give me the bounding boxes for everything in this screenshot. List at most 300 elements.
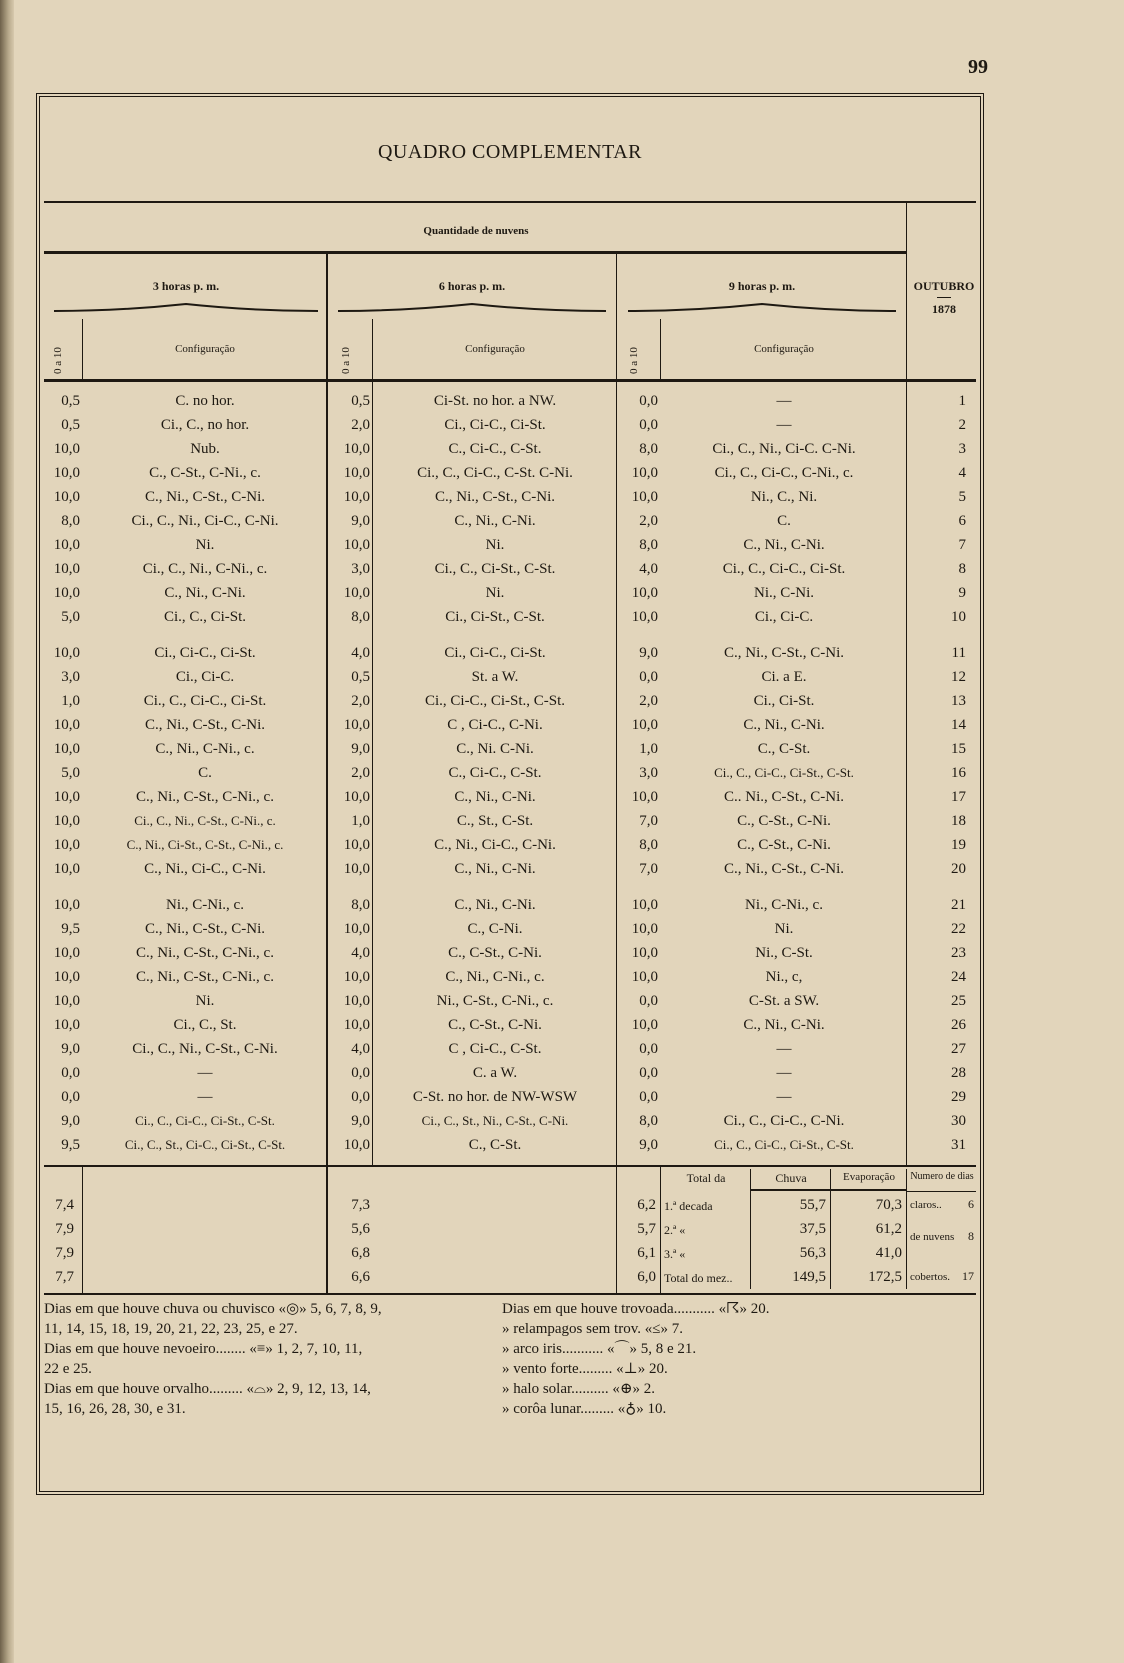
cloud-amount: 0,0 bbox=[61, 1065, 80, 1081]
table-row bbox=[40, 1013, 980, 1037]
day-number: 17 bbox=[951, 789, 966, 805]
cloud-amount: 10,0 bbox=[53, 741, 80, 757]
cloud-configuration: C., Ni., C-St., C-Ni. bbox=[144, 921, 265, 937]
table-row bbox=[40, 509, 980, 533]
cloud-amount: 9,0 bbox=[351, 513, 370, 529]
legend-line: Dias em que houve chuva ou chuvisco «◎» 5, 6, 7, 8, 9, bbox=[44, 1301, 382, 1317]
cloud-configuration: C., Ni., C-Ni. bbox=[454, 897, 536, 913]
table-frame bbox=[36, 93, 984, 1495]
table-row bbox=[40, 1061, 980, 1085]
cloud-configuration: C , Ci-C., C-St. bbox=[448, 1041, 542, 1057]
cloud-configuration: C., Ci-C., C-St. bbox=[448, 441, 542, 457]
page-number: 99 bbox=[968, 56, 988, 78]
cloud-configuration: Ni., C., Ni. bbox=[750, 489, 818, 505]
day-number: 11 bbox=[951, 645, 966, 661]
cloud-amount: 2,0 bbox=[639, 513, 658, 529]
cloud-amount: 10,0 bbox=[631, 717, 658, 733]
legend-line: » vento forte......... «⊥» 20. bbox=[502, 1361, 668, 1377]
cloud-amount: 10,0 bbox=[631, 1017, 658, 1033]
cloud-configuration: Ni. bbox=[485, 537, 505, 553]
summary-divider-1 bbox=[82, 1167, 83, 1293]
legend-line: 15, 16, 26, 28, 30, e 31. bbox=[44, 1401, 186, 1417]
cloud-configuration: Ci., C., St. bbox=[173, 1017, 237, 1033]
cloud-configuration: Ni. bbox=[195, 537, 215, 553]
group-6pm-brace bbox=[338, 303, 606, 313]
cloud-configuration: Ci., C., Ni., Ci-C. C-Ni. bbox=[712, 441, 856, 457]
legend-line: 11, 14, 15, 18, 19, 20, 21, 22, 23, 25, e 27. bbox=[44, 1321, 298, 1337]
cloud-amount: 10,0 bbox=[631, 969, 658, 985]
day-number: 4 bbox=[958, 465, 966, 481]
cloud-amount: 10,0 bbox=[53, 717, 80, 733]
cloud-amount: 10,0 bbox=[53, 1017, 80, 1033]
summary-divider-3 bbox=[660, 1167, 661, 1293]
day-number: 21 bbox=[951, 897, 966, 913]
table-row bbox=[40, 713, 980, 737]
cloud-amount: 0,0 bbox=[351, 1089, 370, 1105]
table-row bbox=[40, 485, 980, 509]
cloud-amount: 10,0 bbox=[53, 561, 80, 577]
day-number: 1 bbox=[958, 393, 966, 409]
cloud-configuration: — bbox=[776, 1065, 792, 1081]
cloud-configuration: C., C-St., C-Ni. bbox=[448, 1017, 542, 1033]
table-row bbox=[40, 833, 980, 857]
cloud-amount: 10,0 bbox=[343, 969, 370, 985]
cloud-configuration: C-St. no hor. de NW-WSW bbox=[412, 1089, 578, 1105]
cloud-configuration: C., Ni., C-Ni. bbox=[454, 513, 536, 529]
table-row bbox=[40, 437, 980, 461]
cloud-configuration: C. a W. bbox=[472, 1065, 518, 1081]
total-header: Total da bbox=[686, 1171, 726, 1185]
legend-line: » arco iris........... «⌒» 5, 8 e 21. bbox=[502, 1341, 697, 1357]
cloud-configuration: Ci., C., Ci-C., Ci-St., C-St. bbox=[714, 1137, 854, 1152]
cloud-configuration: Ni. bbox=[774, 921, 794, 937]
cloud-configuration: — bbox=[776, 393, 792, 409]
cloud-configuration: C., Ni., C-Ni. bbox=[454, 861, 536, 877]
cloudy-days-value: 8 bbox=[968, 1229, 974, 1243]
cloud-amount: 8,0 bbox=[639, 441, 658, 457]
cloud-amount: 10,0 bbox=[343, 717, 370, 733]
cloud-amount: 8,0 bbox=[639, 837, 658, 853]
cloud-amount: 0,5 bbox=[61, 417, 80, 433]
rain-total: 56,3 bbox=[799, 1245, 826, 1261]
month-header bbox=[906, 275, 982, 320]
day-number: 16 bbox=[951, 765, 966, 781]
cloud-amount: 10,0 bbox=[343, 921, 370, 937]
rain-total: 149,5 bbox=[792, 1269, 826, 1285]
cloud-configuration: C., C-St., C-Ni. bbox=[448, 945, 542, 961]
day-number: 6 bbox=[958, 513, 966, 529]
cloud-configuration: Ci., C., St., Ci-C., Ci-St., C-St. bbox=[124, 1137, 286, 1152]
evaporation-total: 172,5 bbox=[868, 1269, 902, 1285]
cloudy-days-label: de nuvens bbox=[910, 1231, 955, 1243]
cloud-configuration: C., Ni., C-St., C-Ni. bbox=[723, 645, 844, 661]
cloud-amount: 10,0 bbox=[343, 537, 370, 553]
legend-top-rule bbox=[44, 1293, 976, 1295]
cloud-configuration: C., Ni., C-Ni. bbox=[743, 537, 825, 553]
cloud-amount: 2,0 bbox=[351, 417, 370, 433]
cloud-configuration: Ci., C., Ci-C., Ci-St., C-St. bbox=[714, 765, 854, 780]
day-number: 10 bbox=[951, 609, 966, 625]
table-row bbox=[40, 941, 980, 965]
day-number: 25 bbox=[951, 993, 966, 1009]
cloud-amount: 9,0 bbox=[351, 741, 370, 757]
cloud-amount: 0,0 bbox=[639, 1089, 658, 1105]
stats-divider-2 bbox=[830, 1169, 831, 1289]
period-label: 3.ª « bbox=[664, 1247, 686, 1261]
cloud-configuration: C., Ni. C-Ni. bbox=[456, 741, 534, 757]
cloud-configuration: C., Ni., C-Ni. bbox=[743, 717, 825, 733]
day-number: 13 bbox=[951, 693, 966, 709]
cloud-amount: 5,0 bbox=[61, 609, 80, 625]
cloud-configuration: C., C-Ni. bbox=[467, 921, 523, 937]
cloud-amount: 8,0 bbox=[351, 897, 370, 913]
cloud-amount: 10,0 bbox=[343, 861, 370, 877]
cloud-amount: 10,0 bbox=[631, 945, 658, 961]
cloud-configuration: Ci., C., Ci-C., C-St. C-Ni. bbox=[417, 465, 573, 481]
cloud-amount: 2,0 bbox=[351, 765, 370, 781]
evaporation-total: 41,0 bbox=[875, 1245, 902, 1261]
cloud-amount: 4,0 bbox=[351, 945, 370, 961]
cloud-amount: 9,0 bbox=[639, 645, 658, 661]
cloud-amount: 10,0 bbox=[631, 789, 658, 805]
group-9pm-label: 9 horas p. m. bbox=[728, 279, 796, 293]
cloud-amount: 10,0 bbox=[53, 465, 80, 481]
day-number: 12 bbox=[951, 669, 966, 685]
cloud-configuration: Nub. bbox=[190, 441, 220, 457]
table-row bbox=[40, 689, 980, 713]
cloud-amount: 0,0 bbox=[639, 1041, 658, 1057]
table-row bbox=[40, 785, 980, 809]
day-number: 3 bbox=[958, 441, 966, 457]
table-row bbox=[40, 665, 980, 689]
group-3pm-label: 3 horas p. m. bbox=[152, 279, 220, 293]
cloud-configuration: Ci., C., no hor. bbox=[160, 417, 250, 433]
stats-divider-3 bbox=[906, 1169, 907, 1289]
cloud-amount: 2,0 bbox=[351, 693, 370, 709]
header-bottom-rule bbox=[44, 379, 976, 382]
cloud-configuration: Ci., C., Ci-C., Ci-St., C-St. bbox=[135, 1113, 275, 1128]
cloud-amount: 10,0 bbox=[53, 537, 80, 553]
month-label: OUTUBRO bbox=[913, 279, 975, 293]
day-number: 27 bbox=[951, 1041, 966, 1057]
rain-total: 55,7 bbox=[799, 1197, 826, 1213]
cloud-configuration: C., Ni., C-Ni. bbox=[164, 585, 246, 601]
table-row bbox=[40, 533, 980, 557]
stats-divider-1 bbox=[750, 1169, 751, 1289]
cloud-configuration: C., Ni., Ci-C., C-Ni. bbox=[434, 837, 556, 853]
cloud-configuration: C. bbox=[777, 513, 791, 529]
cloud-configuration: Ci., Ci-C. bbox=[175, 669, 235, 685]
cloud-configuration: C., Ni., C-St., C-Ni. bbox=[723, 861, 844, 877]
legend-line: Dias em que houve orvalho......... «⌓» 2, 9, 12, 13, 14, bbox=[44, 1381, 371, 1397]
legend-line: » corôa lunar......... «♁» 10. bbox=[502, 1401, 667, 1417]
cloud-amount: 4,0 bbox=[351, 645, 370, 661]
table-row bbox=[40, 965, 980, 989]
cloud-configuration: Ci., C., Ci-St. bbox=[163, 609, 247, 625]
summary-top-rule bbox=[44, 1165, 976, 1167]
cloud-amount: 10,0 bbox=[53, 789, 80, 805]
cloud-configuration: C., Ni., C-St., C-Ni., c. bbox=[136, 969, 274, 985]
cloud-amount: 10,0 bbox=[53, 813, 80, 829]
table-row bbox=[40, 737, 980, 761]
group-9pm-brace bbox=[628, 303, 896, 313]
stats-header-rule bbox=[750, 1189, 906, 1191]
table-row bbox=[40, 389, 980, 413]
day-number: 29 bbox=[951, 1089, 966, 1105]
day-number: 9 bbox=[958, 585, 966, 601]
cloud-configuration: — bbox=[197, 1089, 213, 1105]
cloud-configuration: C., C-St. bbox=[468, 1137, 522, 1153]
cloud-configuration: Ni., c, bbox=[765, 969, 803, 985]
cloud-amount: 8,0 bbox=[639, 1113, 658, 1129]
table-row bbox=[40, 893, 980, 917]
summary-mean-9pm: 6,1 bbox=[637, 1245, 656, 1261]
legend-right bbox=[502, 1299, 770, 1419]
evaporation-total: 70,3 bbox=[875, 1197, 902, 1213]
cloud-amount: 10,0 bbox=[631, 489, 658, 505]
cloud-configuration: Ci., C., Ci-C., C-Ni., c. bbox=[714, 465, 854, 481]
cloud-amount: 0,0 bbox=[639, 417, 658, 433]
day-number: 2 bbox=[958, 417, 966, 433]
summary-mean-6pm: 5,6 bbox=[351, 1221, 370, 1237]
cloud-configuration: Ci. a E. bbox=[761, 669, 807, 685]
cloud-amount: 4,0 bbox=[639, 561, 658, 577]
cloud-amount: 3,0 bbox=[61, 669, 80, 685]
legend-line: » relampagos sem trov. «≤» 7. bbox=[502, 1321, 683, 1337]
table-row bbox=[40, 1133, 980, 1157]
scale-divider-3 bbox=[660, 319, 661, 379]
summary-mean-9pm: 5,7 bbox=[637, 1221, 656, 1237]
cloud-amount: 10,0 bbox=[343, 585, 370, 601]
cloud-amount: 10,0 bbox=[631, 585, 658, 601]
cloud-configuration: C-St. a SW. bbox=[748, 993, 820, 1009]
day-number: 31 bbox=[951, 1137, 966, 1153]
day-number: 24 bbox=[951, 969, 966, 985]
cloud-configuration: C., Ni., C-Ni. bbox=[454, 789, 536, 805]
cloud-amount: 0,5 bbox=[351, 393, 370, 409]
cloud-configuration: Ci., Ci-C., Ci-St. bbox=[154, 645, 256, 661]
cloud-configuration: — bbox=[776, 1089, 792, 1105]
cloud-amount: 9,0 bbox=[61, 1041, 80, 1057]
cloud-amount: 10,0 bbox=[53, 945, 80, 961]
cloud-configuration: Ci., Ci-St., C-St. bbox=[445, 609, 545, 625]
cloud-configuration: C. bbox=[198, 765, 212, 781]
table-row bbox=[40, 917, 980, 941]
cloud-amount: 10,0 bbox=[343, 993, 370, 1009]
cloud-configuration: Ci-St. no hor. a NW. bbox=[433, 393, 557, 409]
cloud-configuration: Ci., C., Ci-St., C-St. bbox=[434, 561, 556, 577]
cloud-configuration: Ni., C-Ni., c. bbox=[166, 897, 244, 913]
cloud-configuration: C., C-St. bbox=[757, 741, 811, 757]
days-header: Numero de dias bbox=[910, 1171, 974, 1182]
overcast-days-label: cobertos. bbox=[910, 1271, 951, 1283]
cloud-heading-rule bbox=[44, 251, 906, 254]
legend-line: Dias em que houve nevoeiro........ «≡» 1, 2, 7, 10, 11, bbox=[44, 1341, 363, 1357]
cloud-configuration: Ci., Ci-C., Ci-St. bbox=[444, 417, 546, 433]
table-row bbox=[40, 581, 980, 605]
day-number: 23 bbox=[951, 945, 966, 961]
cloud-configuration: Ci., C., Ni., C-Ni., c. bbox=[142, 561, 268, 577]
cloud-amount: 9,0 bbox=[351, 1113, 370, 1129]
period-label: 1.ª decada bbox=[664, 1199, 713, 1213]
table-row bbox=[40, 461, 980, 485]
group-6pm-label: 6 horas p. m. bbox=[438, 279, 506, 293]
cloud-amount: 0,0 bbox=[351, 1065, 370, 1081]
scale-label-6pm: 0 a 10 bbox=[340, 347, 352, 375]
cloud-amount: 10,0 bbox=[53, 861, 80, 877]
day-number: 7 bbox=[958, 537, 966, 553]
scale-label-3pm: 0 a 10 bbox=[52, 347, 64, 375]
config-header-6pm: Configuração bbox=[465, 343, 525, 355]
summary-mean-3pm: 7,7 bbox=[55, 1269, 74, 1285]
cloud-configuration: C., Ni., C-St., C-Ni. bbox=[144, 717, 265, 733]
days-header-rule bbox=[906, 1191, 976, 1192]
page-title: QUADRO COMPLEMENTAR bbox=[377, 141, 643, 163]
table-row bbox=[40, 761, 980, 785]
cloud-amount: 9,5 bbox=[61, 1137, 80, 1153]
table-row bbox=[40, 557, 980, 581]
cloud-amount: 3,0 bbox=[351, 561, 370, 577]
legend-line: Dias em que houve trovoada........... «☈» 20. bbox=[502, 1301, 770, 1317]
day-number: 19 bbox=[951, 837, 966, 853]
cloud-amount: 10,0 bbox=[53, 897, 80, 913]
cloud-configuration: — bbox=[776, 1041, 792, 1057]
cloud-amount: 0,0 bbox=[639, 393, 658, 409]
cloud-amount: 10,0 bbox=[53, 645, 80, 661]
cloud-configuration: C., C-St., C-Ni. bbox=[737, 837, 831, 853]
config-header-3pm: Configuração bbox=[175, 343, 235, 355]
cloud-configuration: C., Ni., C-St., C-Ni. bbox=[434, 489, 555, 505]
cloud-amount: 10,0 bbox=[53, 837, 80, 853]
summary-mean-6pm: 6,6 bbox=[351, 1269, 370, 1285]
cloud-configuration: C., St., C-St. bbox=[456, 813, 534, 829]
cloud-configuration: C., Ni., C-St., C-Ni., c. bbox=[136, 945, 274, 961]
table-row bbox=[40, 413, 980, 437]
day-number: 5 bbox=[958, 489, 966, 505]
evaporation-total: 61,2 bbox=[875, 1221, 902, 1237]
cloud-configuration: Ci., C., Ci-C., C-Ni. bbox=[723, 1113, 845, 1129]
cloud-amount: 10,0 bbox=[53, 585, 80, 601]
day-number: 28 bbox=[951, 1065, 966, 1081]
summary-mean-3pm: 7,4 bbox=[55, 1197, 74, 1213]
cloud-amount: 10,0 bbox=[343, 837, 370, 853]
scale-label-9pm: 0 a 10 bbox=[628, 347, 640, 375]
cloud-configuration: C., Ni., Ci-St., C-St., C-Ni., c. bbox=[126, 837, 284, 852]
summary-mean-9pm: 6,2 bbox=[637, 1197, 656, 1213]
cloud-quantity-heading: Quantidade de nuvens bbox=[423, 225, 529, 237]
cloud-amount: 10,0 bbox=[53, 441, 80, 457]
cloud-configuration: Ci., Ci-C., Ci-St., C-St. bbox=[424, 693, 566, 709]
cloud-configuration: C., Ni., Ci-C., C-Ni. bbox=[144, 861, 266, 877]
cloud-configuration: Ni., C-Ni., c. bbox=[745, 897, 823, 913]
summary-mean-6pm: 6,8 bbox=[351, 1245, 370, 1261]
day-number: 22 bbox=[951, 921, 966, 937]
cloud-amount: 8,0 bbox=[61, 513, 80, 529]
cloud-amount: 0,0 bbox=[61, 1089, 80, 1105]
cloud-configuration: Ni., C-Ni. bbox=[754, 585, 814, 601]
cloud-configuration: C.. Ni., C-St., C-Ni. bbox=[723, 789, 844, 805]
cloud-amount: 8,0 bbox=[351, 609, 370, 625]
table-row bbox=[40, 605, 980, 629]
cloud-configuration: C., Ci-C., C-St. bbox=[448, 765, 542, 781]
overcast-days-value: 17 bbox=[962, 1269, 974, 1283]
table-row bbox=[40, 1109, 980, 1133]
table-row bbox=[40, 857, 980, 881]
cloud-amount: 0,0 bbox=[639, 669, 658, 685]
cloud-configuration: Ni., C-St. bbox=[755, 945, 813, 961]
day-number: 20 bbox=[951, 861, 966, 877]
cloud-amount: 10,0 bbox=[343, 1137, 370, 1153]
cloud-configuration: C. no hor. bbox=[175, 393, 235, 409]
cloud-amount: 1,0 bbox=[351, 813, 370, 829]
cloud-configuration: C , Ci-C., C-Ni. bbox=[447, 717, 543, 733]
scale-divider-1 bbox=[82, 319, 83, 379]
legend-line: » halo solar.......... «⊕» 2. bbox=[502, 1381, 655, 1397]
cloud-amount: 10,0 bbox=[631, 609, 658, 625]
cloud-configuration: Ci., C., Ni., C-St., C-Ni., c. bbox=[134, 813, 276, 828]
cloud-amount: 3,0 bbox=[639, 765, 658, 781]
cloud-configuration: Ci., C., Ni., Ci-C., C-Ni. bbox=[131, 513, 279, 529]
year-label: 1878 bbox=[932, 302, 956, 316]
cloud-amount: 4,0 bbox=[351, 1041, 370, 1057]
cloud-configuration: St. a W. bbox=[471, 669, 519, 685]
cloud-amount: 0,0 bbox=[639, 993, 658, 1009]
cloud-configuration: Ci., C., Ci-C., Ci-St. bbox=[143, 693, 267, 709]
table-row bbox=[40, 1037, 980, 1061]
cloud-configuration: Ci., C., St., Ni., C-St., C-Ni. bbox=[421, 1113, 569, 1128]
clear-days-value: 6 bbox=[968, 1197, 974, 1211]
cloud-configuration: Ci., Ci-C., Ci-St. bbox=[444, 645, 546, 661]
title-rule bbox=[44, 201, 976, 203]
cloud-amount: 2,0 bbox=[639, 693, 658, 709]
evaporation-header: Evaporação bbox=[843, 1171, 895, 1183]
cloud-configuration: C., Ni., C-Ni. bbox=[743, 1017, 825, 1033]
cloud-amount: 1,0 bbox=[61, 693, 80, 709]
cloud-configuration: Ci., Ci-St. bbox=[753, 693, 815, 709]
cloud-configuration: C., Ni., C-Ni., c. bbox=[445, 969, 545, 985]
day-number: 8 bbox=[958, 561, 966, 577]
cloud-amount: 10,0 bbox=[631, 465, 658, 481]
table-row bbox=[40, 989, 980, 1013]
cloud-configuration: Ni. bbox=[195, 993, 215, 1009]
cloud-configuration: Ci., C., Ni., C-St., C-Ni. bbox=[132, 1041, 278, 1057]
cloud-amount: 10,0 bbox=[53, 489, 80, 505]
cloud-amount: 0,5 bbox=[351, 669, 370, 685]
legend-left bbox=[44, 1299, 382, 1419]
cloud-amount: 1,0 bbox=[639, 741, 658, 757]
cloud-amount: 7,0 bbox=[639, 861, 658, 877]
rain-total: 37,5 bbox=[799, 1221, 826, 1237]
summary-mean-3pm: 7,9 bbox=[55, 1221, 74, 1237]
day-number: 15 bbox=[951, 741, 966, 757]
cloud-amount: 10,0 bbox=[53, 969, 80, 985]
day-number: 30 bbox=[951, 1113, 966, 1129]
summary-mean-3pm: 7,9 bbox=[55, 1245, 74, 1261]
cloud-amount: 9,5 bbox=[61, 921, 80, 937]
cloud-configuration: Ci., Ci-C. bbox=[754, 609, 814, 625]
legend-line: 22 e 25. bbox=[44, 1361, 92, 1377]
month-dash bbox=[937, 297, 951, 298]
book-spine-shadow bbox=[0, 0, 14, 1663]
cloud-configuration: C., Ni., C-St., C-Ni., c. bbox=[136, 789, 274, 805]
cloud-amount: 0,5 bbox=[61, 393, 80, 409]
cloud-configuration: Ni. bbox=[485, 585, 505, 601]
table-row bbox=[40, 1085, 980, 1109]
cloud-configuration: C., C-St., C-Ni. bbox=[737, 813, 831, 829]
rain-header: Chuva bbox=[775, 1171, 807, 1185]
cloud-amount: 10,0 bbox=[631, 897, 658, 913]
cloud-configuration: — bbox=[776, 417, 792, 433]
